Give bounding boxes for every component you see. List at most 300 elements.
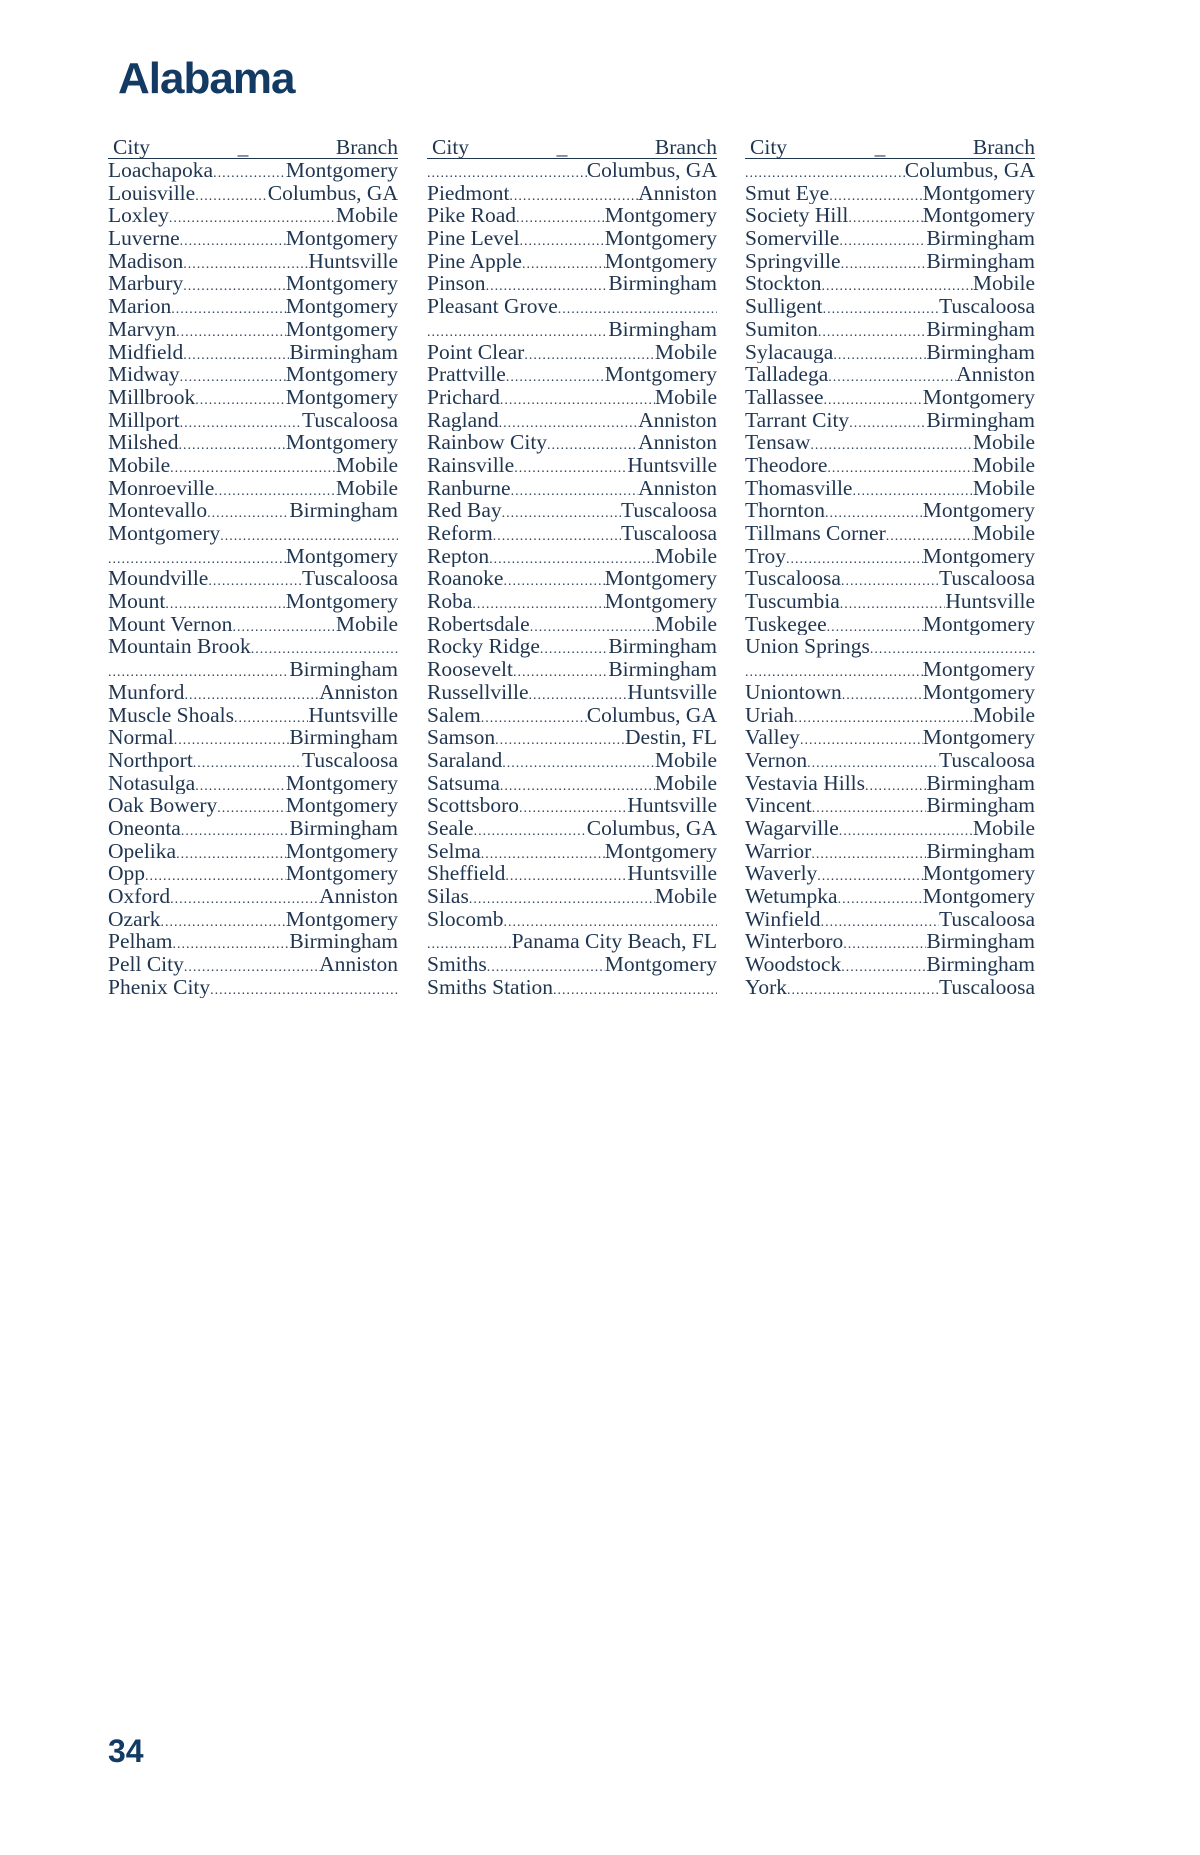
city-name: Sylacauga xyxy=(745,340,834,364)
city-name: Tensaw xyxy=(745,431,811,454)
branch-name: Mobile xyxy=(654,748,717,772)
city-name: Salem xyxy=(427,703,481,727)
branch-name: Mobile xyxy=(335,453,398,477)
city-name: Marion xyxy=(108,295,172,318)
city-name: Ragland xyxy=(427,408,499,432)
city-name: Uniontown xyxy=(745,680,842,704)
dot-leader xyxy=(506,367,605,386)
city-column-2 xyxy=(427,136,717,998)
list-item xyxy=(745,704,1035,727)
list-item xyxy=(427,590,717,613)
list-item xyxy=(427,749,717,772)
city-name: Muscle Shoals xyxy=(108,703,235,727)
city-name: Mount xyxy=(108,590,166,613)
branch-name: Montgomery xyxy=(922,204,1035,228)
city-name: Notasulga xyxy=(108,771,196,795)
list-item xyxy=(745,613,1035,636)
branch-name: Anniston xyxy=(638,408,717,432)
branch-name: Tuscaloosa xyxy=(621,522,717,545)
dot-leader xyxy=(839,821,973,840)
branch-name: Birmingham xyxy=(926,930,1035,954)
dot-leader xyxy=(427,322,608,341)
branch-name: Tuscaloosa xyxy=(939,748,1035,772)
dot-leader xyxy=(821,912,939,931)
city-name: Red Bay xyxy=(427,499,502,522)
list-item xyxy=(745,590,1035,613)
dot-leader xyxy=(499,413,639,432)
list-item xyxy=(745,953,1035,976)
city-name: Prattville xyxy=(427,363,506,386)
list-item xyxy=(427,885,717,908)
branch-header: Branch xyxy=(972,135,1035,159)
dot-leader xyxy=(472,594,604,613)
dot-leader xyxy=(195,776,286,795)
city-name: Vernon xyxy=(745,748,808,772)
dot-leader xyxy=(886,526,973,545)
dot-leader xyxy=(210,980,398,999)
city-name: Slocomb xyxy=(427,907,504,931)
dot-leader xyxy=(181,821,289,840)
list-item xyxy=(745,658,1035,681)
branch-name: Birmingham xyxy=(926,839,1035,863)
city-name: Theodore xyxy=(745,453,828,477)
dot-leader xyxy=(486,276,609,295)
list-item xyxy=(745,204,1035,227)
list-item xyxy=(108,204,398,227)
list-item xyxy=(745,567,1035,590)
list-item xyxy=(427,658,717,681)
dot-leader xyxy=(108,549,286,568)
city-name: Winterboro xyxy=(745,930,844,954)
list-item xyxy=(745,227,1035,250)
branch-name: Anniston xyxy=(638,181,717,205)
branch-name: Montgomery xyxy=(285,431,398,454)
branch-name: Birmingham xyxy=(608,635,717,659)
city-name: Montevallo xyxy=(108,499,208,522)
dot-leader xyxy=(810,435,973,454)
list-item xyxy=(108,250,398,273)
city-name: Pelham xyxy=(108,930,173,954)
list-item xyxy=(108,159,398,182)
dot-leader xyxy=(183,345,289,364)
city-name: Tarrant City xyxy=(745,408,850,432)
dot-leader xyxy=(161,912,286,931)
city-name: Tillmans Corner xyxy=(745,522,886,545)
branch-name: Anniston xyxy=(638,476,717,500)
dot-leader xyxy=(487,957,605,976)
city-name: Satsuma xyxy=(427,771,500,795)
list-item xyxy=(108,272,398,295)
branch-name: Birmingham xyxy=(926,340,1035,364)
list-item xyxy=(427,862,717,885)
city-name: Tuskegee xyxy=(745,612,827,636)
list-item xyxy=(427,499,717,522)
list-item xyxy=(427,454,717,477)
branch-name: Montgomery xyxy=(285,794,398,817)
branch-name: Mobile xyxy=(335,612,398,636)
city-name: Sumiton xyxy=(745,317,818,341)
list-item xyxy=(108,885,398,908)
list-item xyxy=(108,930,398,953)
list-item xyxy=(745,794,1035,817)
branch-name: Birmingham xyxy=(608,272,717,296)
dot-leader xyxy=(823,390,922,409)
branch-name: Tuscaloosa xyxy=(302,408,398,432)
branch-name: Huntsville xyxy=(627,794,717,817)
branch-name: Montgomery xyxy=(604,249,717,273)
branch-name: Columbus, GA xyxy=(267,181,398,205)
list-item xyxy=(427,681,717,704)
branch-name: Huntsville xyxy=(627,862,717,885)
list-item xyxy=(427,567,717,590)
dot-leader xyxy=(829,186,923,205)
header-separator: _ xyxy=(237,135,249,159)
branch-name: Mobile xyxy=(972,476,1035,500)
city-name: Marbury xyxy=(108,272,184,296)
city-name: Loachapoka xyxy=(108,159,214,182)
list-item xyxy=(108,567,398,590)
dot-leader xyxy=(547,435,638,454)
dot-leader xyxy=(170,889,319,908)
list-item xyxy=(108,431,398,454)
list-item xyxy=(745,726,1035,749)
city-name: Smiths Station xyxy=(427,975,554,999)
branch-name: Columbus, GA xyxy=(586,816,717,840)
dot-leader xyxy=(519,798,627,817)
city-name: Society Hill xyxy=(745,204,849,228)
branch-name: Montgomery xyxy=(922,862,1035,885)
dot-leader xyxy=(427,163,587,182)
list-item xyxy=(745,840,1035,863)
branch-name: Mobile xyxy=(972,522,1035,545)
list-item xyxy=(745,930,1035,953)
dot-leader xyxy=(213,163,286,182)
branch-name: Mobile xyxy=(654,885,717,908)
city-name: Milshed xyxy=(108,431,179,454)
dot-leader xyxy=(827,458,973,477)
dot-leader xyxy=(827,617,923,636)
header-separator: _ xyxy=(556,135,568,159)
list-item xyxy=(745,862,1035,885)
branch-name: Destin, FL xyxy=(625,726,717,749)
dot-leader xyxy=(503,571,604,590)
list-item xyxy=(108,454,398,477)
branch-name: Montgomery xyxy=(285,862,398,885)
branch-name: Columbus, GA xyxy=(904,159,1035,182)
city-name: Louisville xyxy=(108,181,196,205)
city-name: Uriah xyxy=(745,703,794,727)
branch-name: Anniston xyxy=(319,885,398,908)
dot-leader xyxy=(176,322,286,341)
branch-name: Tuscaloosa xyxy=(621,499,717,522)
dot-leader xyxy=(511,481,639,500)
list-item xyxy=(745,635,1035,658)
branch-name: Montgomery xyxy=(285,839,398,863)
dot-leader xyxy=(502,753,655,772)
city-name: Repton xyxy=(427,544,490,568)
dot-leader xyxy=(481,708,587,727)
dot-leader xyxy=(220,526,398,545)
dot-leader xyxy=(183,254,308,273)
branch-name: Montgomery xyxy=(285,771,398,795)
list-item xyxy=(745,272,1035,295)
list-item xyxy=(745,885,1035,908)
city-name: Roosevelt xyxy=(427,658,513,681)
branch-name: Huntsville xyxy=(308,249,398,273)
list-item xyxy=(108,953,398,976)
city-name: Winfield xyxy=(745,907,821,931)
list-item xyxy=(108,908,398,931)
list-item xyxy=(427,794,717,817)
city-name: Valley xyxy=(745,726,800,749)
dot-leader xyxy=(530,617,655,636)
city-name: Marvyn xyxy=(108,317,177,341)
dot-leader xyxy=(745,662,923,681)
branch-name: Montgomery xyxy=(604,363,717,386)
city-name: Woodstock xyxy=(745,953,842,976)
branch-name: Anniston xyxy=(319,680,398,704)
list-item xyxy=(427,613,717,636)
list-item xyxy=(745,250,1035,273)
list-item xyxy=(108,545,398,568)
dot-leader xyxy=(833,345,926,364)
list-item xyxy=(427,976,717,999)
dot-leader xyxy=(183,276,285,295)
dot-leader xyxy=(520,231,605,250)
list-item xyxy=(427,772,717,795)
page-title: Alabama xyxy=(118,54,295,103)
list-item xyxy=(427,908,717,931)
dot-leader xyxy=(208,571,302,590)
dot-leader xyxy=(513,662,608,681)
city-name: Ranburne xyxy=(427,476,511,500)
list-item xyxy=(745,477,1035,500)
branch-name: Montgomery xyxy=(922,680,1035,704)
dot-leader xyxy=(800,730,923,749)
city-name: Loxley xyxy=(108,204,169,228)
city-name: Selma xyxy=(427,839,481,863)
dot-leader xyxy=(184,685,319,704)
list-item xyxy=(427,840,717,863)
branch-name: Huntsville xyxy=(627,680,717,704)
list-item xyxy=(427,477,717,500)
branch-name: Birmingham xyxy=(926,249,1035,273)
branch-name: Huntsville xyxy=(308,703,398,727)
dot-leader xyxy=(184,957,319,976)
list-item xyxy=(427,386,717,409)
dot-leader xyxy=(505,866,627,885)
city-header: City xyxy=(432,135,470,159)
city-name: Smiths xyxy=(427,953,487,976)
list-item xyxy=(427,431,717,454)
dot-leader xyxy=(234,708,308,727)
dot-leader xyxy=(818,322,926,341)
city-column-3 xyxy=(745,136,1035,998)
branch-name: Birmingham xyxy=(608,658,717,681)
list-item xyxy=(427,635,717,658)
branch-name: Montgomery xyxy=(285,317,398,341)
city-name: Silas xyxy=(427,885,469,908)
dot-leader xyxy=(207,503,289,522)
branch-name: Montgomery xyxy=(285,544,398,568)
branch-name: Anniston xyxy=(956,363,1035,386)
dot-leader xyxy=(180,413,302,432)
branch-header: Branch xyxy=(654,135,717,159)
city-name: Oneonta xyxy=(108,816,181,840)
city-name: Oxford xyxy=(108,885,171,908)
list-item xyxy=(108,976,398,999)
list-item xyxy=(745,318,1035,341)
dot-leader xyxy=(251,639,398,658)
branch-name: Mobile xyxy=(654,385,717,409)
list-item xyxy=(745,976,1035,999)
city-name: Somerville xyxy=(745,227,840,250)
branch-name: Montgomery xyxy=(604,567,717,591)
branch-name: Mobile xyxy=(972,272,1035,296)
dot-leader xyxy=(865,776,926,795)
city-name: Samson xyxy=(427,726,496,749)
list-item xyxy=(427,704,717,727)
branch-name: Birmingham xyxy=(926,953,1035,976)
dot-leader xyxy=(502,503,621,522)
list-item xyxy=(427,930,717,953)
dot-leader xyxy=(180,231,286,250)
dot-leader xyxy=(558,299,717,318)
dot-leader xyxy=(232,617,335,636)
list-item xyxy=(427,545,717,568)
dot-leader xyxy=(811,844,926,863)
dot-leader xyxy=(493,526,621,545)
branch-name: Montgomery xyxy=(604,953,717,976)
city-name: Smut Eye xyxy=(745,181,830,205)
city-name: Union Springs xyxy=(745,635,870,659)
list-item xyxy=(745,749,1035,772)
branch-name: Birmingham xyxy=(926,794,1035,817)
column-header xyxy=(108,136,398,159)
dot-leader xyxy=(852,481,972,500)
branch-name: Montgomery xyxy=(285,385,398,409)
list-item xyxy=(108,295,398,318)
list-item xyxy=(108,522,398,545)
dot-leader xyxy=(165,594,285,613)
branch-name: Birmingham xyxy=(289,658,398,681)
list-item xyxy=(427,953,717,976)
city-name: Mountain Brook xyxy=(108,635,251,659)
list-item xyxy=(745,363,1035,386)
list-item xyxy=(745,522,1035,545)
list-item xyxy=(108,658,398,681)
dot-leader xyxy=(870,639,1035,658)
dot-leader xyxy=(481,844,605,863)
city-name: Moundville xyxy=(108,567,209,591)
city-name: Tuscumbia xyxy=(745,590,840,613)
city-name: Ozark xyxy=(108,907,161,931)
dot-leader xyxy=(514,458,627,477)
branch-name: Huntsville xyxy=(945,590,1035,613)
city-name: Russellville xyxy=(427,680,529,704)
branch-name: Montgomery xyxy=(922,544,1035,568)
city-name: Millport xyxy=(108,408,180,432)
branch-name: Columbus, GA xyxy=(586,159,717,182)
city-name: Roanoke xyxy=(427,567,504,591)
list-item xyxy=(427,726,717,749)
list-item xyxy=(108,704,398,727)
dot-leader xyxy=(180,367,286,386)
branch-name: Birmingham xyxy=(926,317,1035,341)
city-name: Springville xyxy=(745,249,841,273)
dot-leader xyxy=(838,889,923,908)
list-item xyxy=(745,341,1035,364)
list-item xyxy=(427,182,717,205)
dot-leader xyxy=(843,934,926,953)
list-item xyxy=(745,454,1035,477)
dot-leader xyxy=(828,367,956,386)
city-name: Pike Road xyxy=(427,204,516,228)
header-separator: _ xyxy=(874,135,886,159)
list-item xyxy=(745,499,1035,522)
branch-name: Montgomery xyxy=(285,590,398,613)
city-name: Midfield xyxy=(108,340,184,364)
branch-name: Birmingham xyxy=(926,227,1035,250)
city-name: Waverly xyxy=(745,862,818,885)
list-item xyxy=(108,794,398,817)
list-item xyxy=(427,409,717,432)
branch-name: Montgomery xyxy=(285,295,398,318)
city-name: Thomasville xyxy=(745,476,853,500)
city-name: Seale xyxy=(427,816,474,840)
dot-leader xyxy=(509,186,638,205)
city-name: Robertsdale xyxy=(427,612,530,636)
list-item xyxy=(108,840,398,863)
dot-leader xyxy=(524,345,655,364)
city-name: Millbrook xyxy=(108,385,196,409)
dot-leader xyxy=(145,866,286,885)
list-item xyxy=(427,204,717,227)
branch-name: Mobile xyxy=(335,204,398,228)
dot-leader xyxy=(178,435,285,454)
city-name: Opp xyxy=(108,862,146,885)
dot-leader xyxy=(170,458,336,477)
dot-leader xyxy=(427,934,512,953)
dot-leader xyxy=(840,594,946,613)
list-item xyxy=(427,250,717,273)
city-name: Rocky Ridge xyxy=(427,635,540,659)
list-item xyxy=(745,159,1035,182)
city-name: Rainbow City xyxy=(427,431,548,454)
branch-name: Montgomery xyxy=(922,181,1035,205)
city-header: City xyxy=(113,135,151,159)
city-name: York xyxy=(745,975,788,999)
branch-name: Panama City Beach, FL xyxy=(511,930,717,954)
city-name: Prichard xyxy=(427,385,500,409)
list-item xyxy=(745,386,1035,409)
dot-leader xyxy=(841,571,939,590)
list-item xyxy=(427,227,717,250)
dot-leader xyxy=(174,730,290,749)
list-item xyxy=(745,817,1035,840)
city-name: Warrior xyxy=(745,839,812,863)
dot-leader xyxy=(821,276,972,295)
dot-leader xyxy=(842,685,923,704)
list-item xyxy=(427,159,717,182)
list-item xyxy=(745,908,1035,931)
branch-name: Birmingham xyxy=(289,340,398,364)
city-name: Wetumpka xyxy=(745,885,838,908)
dot-leader xyxy=(171,299,285,318)
dot-leader xyxy=(839,231,926,250)
list-item xyxy=(108,341,398,364)
city-name: Thornton xyxy=(745,499,826,522)
